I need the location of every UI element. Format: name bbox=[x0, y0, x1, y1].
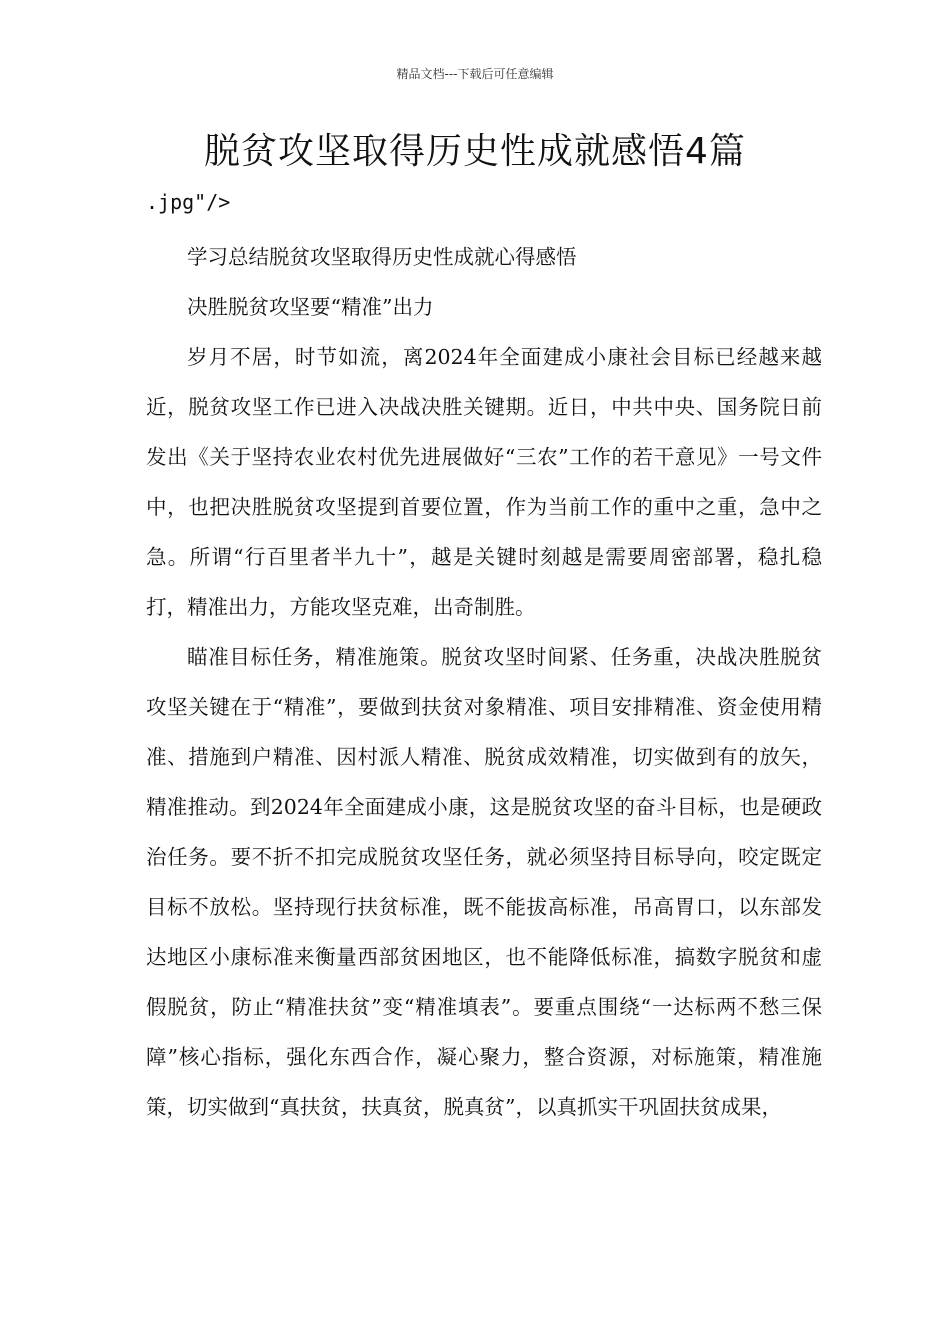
document-body bbox=[146, 232, 822, 1132]
body-paragraph: 瞄准目标任务，精准施策。脱贫攻坚时间紧、任务重，决战决胜脱贫攻坚关键在于“精准”，要做到扶贫对象精准、项目安排精准、资金使用精准、措施到户精准、因村派人精准、脱贫成效精准，切实做到有的放矢，精准推动。到2024年全面建成小康，这是脱贫攻坚的奋斗目标，也是硬政治任务。要不折不扣完成脱贫攻坚任务，就必须坚持目标导向，咬定既定目标不放松。坚持现行扶贫标准，既不能拔高标准，吊高胃口，以东部发达地区小康标准来衡量西部贫困地区，也不能降低标准，搞数字脱贫和虚假脱贫，防止“精准扶贫”变“精准填表”。要重点围绕“一达标两不愁三保障”核心指标，强化东西合作，凝心聚力，整合资源，对标施策，精准施策，切实做到“真扶贫，扶真贫，脱真贫”，以真抓实干巩固扶贫成果， bbox=[146, 645, 822, 1119]
section-heading-paragraph: 决胜脱贫攻坚要“精准”出力 bbox=[187, 295, 434, 319]
subtitle-paragraph: 学习总结脱贫攻坚取得历史性成就心得感悟 bbox=[187, 245, 577, 269]
image-placeholder-text: .jpg"/> bbox=[146, 190, 231, 214]
header-note: 精品文档---下载后可任意编辑 bbox=[396, 67, 554, 81]
document-title: 脱贫攻坚取得历史性成就感悟4篇 bbox=[204, 131, 746, 172]
body-paragraph: 岁月不居，时节如流，离2024年全面建成小康社会目标已经越来越近，脱贫攻坚工作已进入决战决胜关键期。近日，中共中央、国务院日前发出《关于坚持农业农村优先进展做好“三农”工作的若干意见》一号文件中，也把决胜脱贫攻坚提到首要位置，作为当前工作的重中之重，急中之急。所谓“行百里者半九十”，越是关键时刻越是需要周密部署，稳扎稳打，精准出力，方能攻坚克难，出奇制胜。 bbox=[146, 345, 822, 619]
